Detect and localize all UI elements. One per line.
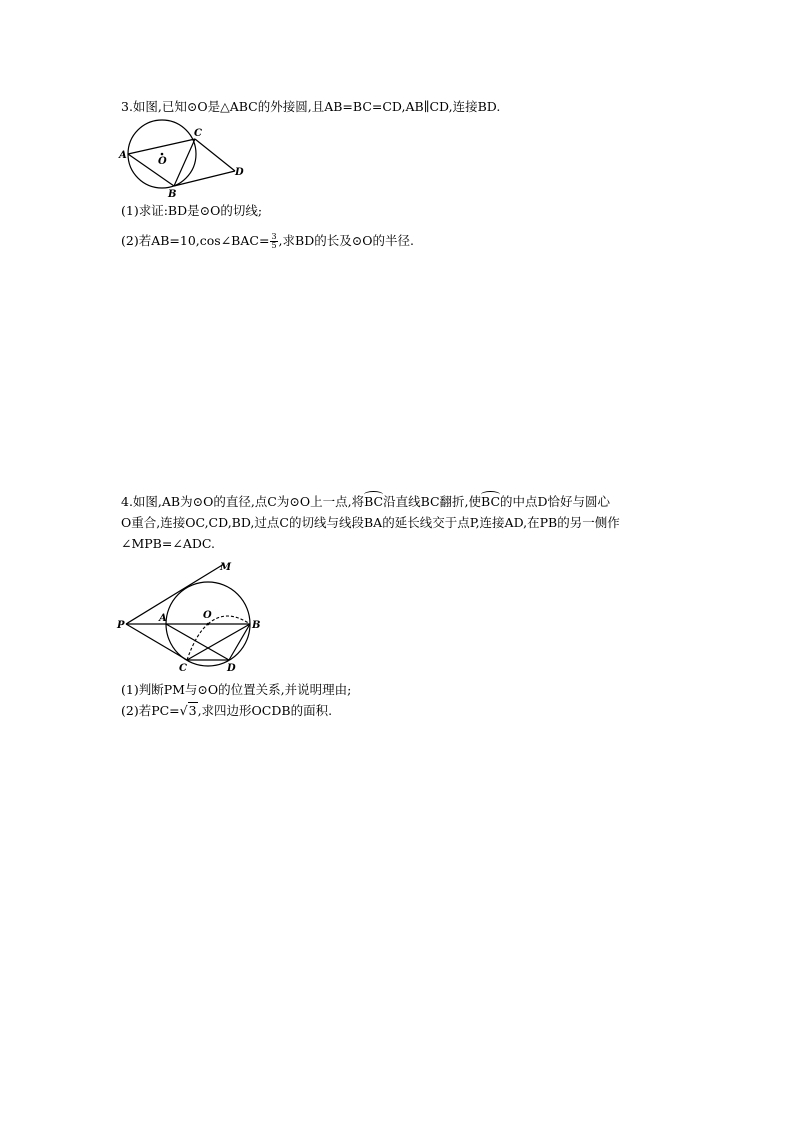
problem4-line3: ∠MPB=∠ADC. (121, 536, 215, 551)
problem4-line2: O重合,连接OC,CD,BD,过点C的切线与线段BA的延长线交于点P,连接AD,在PB的另一侧作 (121, 515, 620, 530)
fraction: $\frac{3}{5}$ (271, 232, 277, 250)
square-root: √3 (179, 703, 197, 718)
label-P: P (117, 620, 125, 631)
label-D: D (235, 167, 244, 178)
label-B: B (252, 620, 261, 631)
label-A: A (159, 613, 167, 624)
label-M: M (220, 562, 232, 573)
problem3-stem: 3.如图,已知⊙O是△ABC的外接圆,且AB=BC=CD,AB∥CD,连接BD. (121, 99, 501, 114)
problem4-line1: 4.如图,AB为⊙O的直径,点C为⊙O上一点,将BC沿直线BC翻折,使BC的中点D恰好与圆心 (121, 494, 611, 509)
arc-bc: BC (364, 494, 384, 509)
label-O: O (158, 156, 167, 167)
problem4-part2: (2)若PC=√3,求四边形OCDB的面积. (121, 703, 333, 718)
label-B: B (168, 189, 177, 200)
label-A: A (119, 150, 127, 161)
problem4-figure (116, 558, 276, 676)
label-C: C (179, 663, 187, 674)
problem4-part1: (1)判断PM与⊙O的位置关系,并说明理由; (121, 682, 352, 697)
label-C: C (194, 128, 202, 139)
label-O: O (203, 610, 212, 621)
problem3-part1: (1)求证:BD是⊙O的切线; (121, 203, 263, 218)
arc-bc: BC (481, 494, 501, 509)
label-D: D (227, 663, 236, 674)
problem3-figure (118, 118, 248, 200)
problem3-part2: (2)若AB=10,cos∠BAC= $\frac{3}{5}$ ,求BD的长及⊙O的半径. (121, 232, 414, 250)
